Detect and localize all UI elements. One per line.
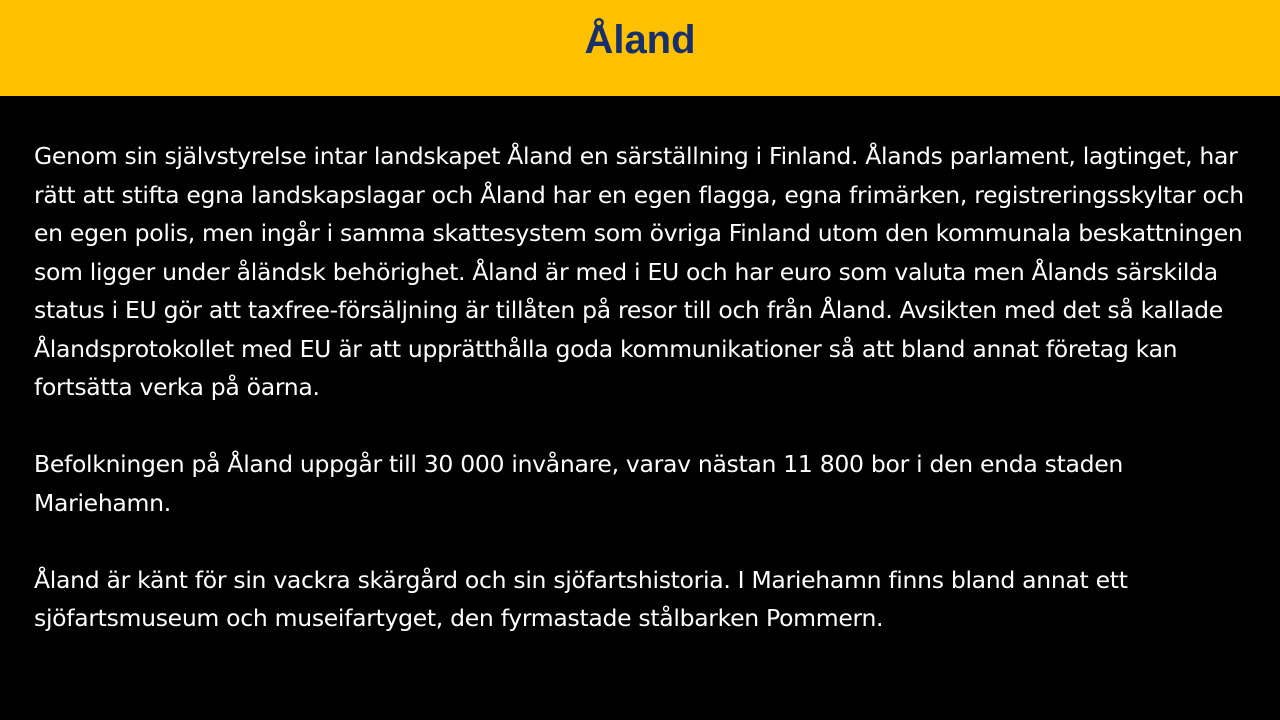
slide-body — [34, 137, 1264, 638]
paragraph-archipelago: Åland är känt för sin vackra skärgård och sin sjöfartshistoria. I Mariehamn finns bland annat ett sjöfartsmuseum och museifartyget, den fyrmastade stålbarken Pommern. — [34, 565, 1128, 632]
title-bar — [0, 0, 1280, 96]
paragraph-population: Befolkningen på Åland uppgår till 30 000 invånare, varav nästan 11 800 bor i den enda staden Mariehamn. — [34, 450, 1124, 517]
slide-title: Åland — [584, 18, 696, 62]
paragraph-autonomy: Genom sin självstyrelse intar landskapet Åland en särställning i Finland. Ålands parlament, lagtinget, har rätt att stifta egna landskapslagar och Åland har en egen flagga, egna frimärken, registreringsskyltar och en egen polis, men ingår i samma skattesystem som övriga Finland utom den kommunala beskattningen som ligger under åländsk behörighet. Åland är med i EU och har euro som valuta men Ålands särskilda status i EU gör att taxfree-försäljning är tillåten på resor till och från Åland. Avsikten med det så kallade Ålandsprotokollet med EU är att upprätthålla goda kommunikationer så att bland annat företag kan fortsätta verka på öarna. — [34, 142, 1244, 401]
